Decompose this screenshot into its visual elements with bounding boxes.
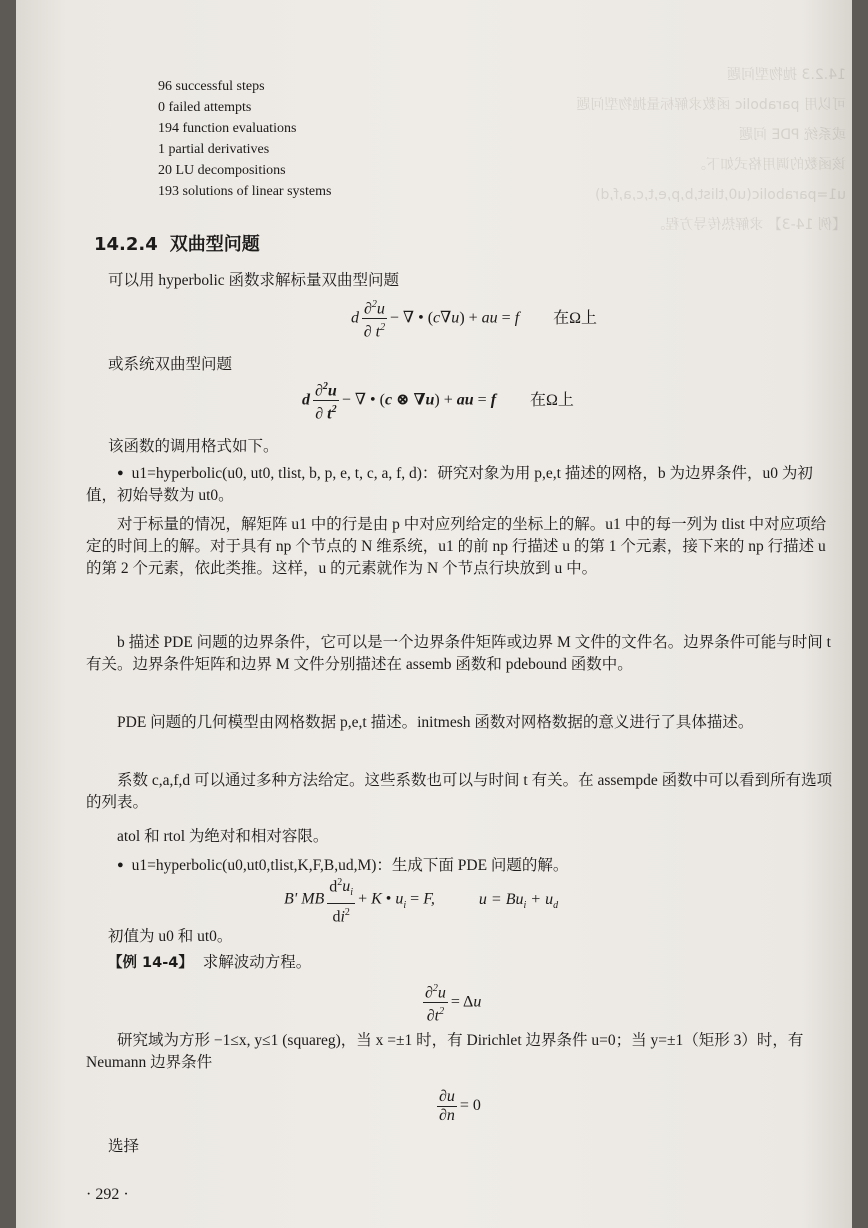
ghost-line: 该函数的调用格式如下。 <box>692 157 846 173</box>
equation-ode: B' MB $\frac{d^2u_i}{di^2}$ + K • $u_i = F$, $u = Bu_i + u_d$ <box>284 874 558 926</box>
body-paragraph <box>86 770 834 814</box>
example-heading <box>108 952 311 974</box>
ghost-line: 【例 14-3】 求解热传导方程。 <box>651 217 846 233</box>
ghost-line: u1=parabolic(u0,tlist,b,p,e,t,c,a,f,d) <box>594 187 846 203</box>
example-label: 【例 14-4】 <box>108 955 193 971</box>
body-paragraph <box>86 712 834 734</box>
system-intro: 或系统双曲型问题 <box>108 356 233 373</box>
equation-condition: 在Ω上 <box>553 309 598 327</box>
equation-neumann: $\frac{\partial u}{\partial n}$ = 0 <box>439 1088 481 1124</box>
equation-condition: 在Ω上 <box>530 391 574 409</box>
bleed-through-text <box>446 60 846 240</box>
page-number: · 292 · <box>86 1186 129 1203</box>
stats-line: 194 function evaluations <box>158 121 297 136</box>
stats-line: 0 failed attempts <box>158 100 252 115</box>
ghost-line: 14.2.3 抛物型问题 <box>727 67 846 83</box>
paragraph-text: PDE 问题的几何模型由网格数据 p,e,t 描述。initmesh 函数对网格数据的意义进行了具体描述。 <box>117 714 754 731</box>
section-title: 双曲型问题 <box>169 234 260 255</box>
bullet-text: ● u1=hyperbolic(u0, ut0, tlist, b, p, e, t, c, a, f, d)：研究对象为用 p,e,t 描述的网格，b 为边界条件，u0 为初值，初始导数为 ut0。 <box>86 462 834 507</box>
stats-line: 193 solutions of linear systems <box>158 184 332 199</box>
paragraph-text: 系数 c,a,f,d 可以通过多种方法给定。这些系数也可以与时间 t 有关。在 assempde 函数中可以看到所有选项的列表。 <box>86 772 833 811</box>
section-heading <box>94 230 260 256</box>
initial-values: 初值为 u0 和 ut0。 <box>108 928 233 945</box>
paragraph-text: atol 和 rtol 为绝对和相对容限。 <box>117 828 329 845</box>
stats-line: 1 partial derivatives <box>158 142 270 157</box>
stats-line: 20 LU decompositions <box>158 163 286 178</box>
equation-system: d $\frac{\partial^2u}{\partial t^2}$ − ∇ • (c ⊗ ∇u) + au = f 在Ω上 <box>302 378 574 424</box>
paragraph-text: b 描述 PDE 问题的边界条件，它可以是一个边界条件矩阵或边界 M 文件的文件名。边界条件可能与时间 t 有关。边界条件矩阵和边界 M 文件分别描述在 assemb 函数和 pdebound 函数中。 <box>86 634 831 673</box>
equation-scalar: d $\frac{\partial^2u}{\partial t^2}$ − ∇ • (c∇u) + au = f 在Ω上 <box>351 296 597 342</box>
paragraph-text: 对于标量的情况，解矩阵 u1 中的行是由 p 中对应列给定的坐标上的解。u1 中的每一列为 tlist 中对应项给定的时间上的解。对于具有 np 个节点的 N 维系统，u1 的前 np 行描述 u 的第 1 个元素，接下来的 np 行描述 u 的第 2 个元素，依此类推。这样，u 的元素就作为 N 个节点行块放到 u 中。 <box>86 516 827 577</box>
solver-stats <box>158 76 331 202</box>
choose-text: 选择 <box>108 1138 140 1155</box>
body-paragraph <box>86 514 834 580</box>
example-text: 求解波动方程。 <box>202 954 312 971</box>
equation-rhs: u = Bu <box>478 890 524 908</box>
intro-text: 可以用 hyperbolic 函数求解标量双曲型问题 <box>108 272 400 289</box>
domain-paragraph <box>86 1030 834 1074</box>
bullet-syntax-1 <box>86 462 834 507</box>
paragraph-text: 研究域为方形 −1≤x, y≤1 (squareg)，当 x =±1 时，有 Dirichlet 边界条件 u=0；当 y=±1（矩形 3）时，有 Neumann 边界条件 <box>86 1032 804 1071</box>
equation-wave: $\frac{\partial^2u}{\partial t^2}$ = Δu <box>420 980 481 1026</box>
stats-line: 96 successful steps <box>158 79 265 94</box>
ghost-line: 可以用 parabolic 函数求解标量抛物型问题 <box>576 97 846 113</box>
section-number: 14.2.4 <box>94 234 158 255</box>
book-page <box>16 0 852 1228</box>
ghost-line: 或系统 PDE 问题 <box>739 127 846 143</box>
bullet-text: ● u1=hyperbolic(u0,ut0,tlist,K,F,B,ud,M)：生成下面 PDE 问题的解。 <box>86 854 834 877</box>
call-intro: 该函数的调用格式如下。 <box>108 438 279 455</box>
body-paragraph <box>86 632 834 676</box>
body-paragraph <box>86 826 834 848</box>
